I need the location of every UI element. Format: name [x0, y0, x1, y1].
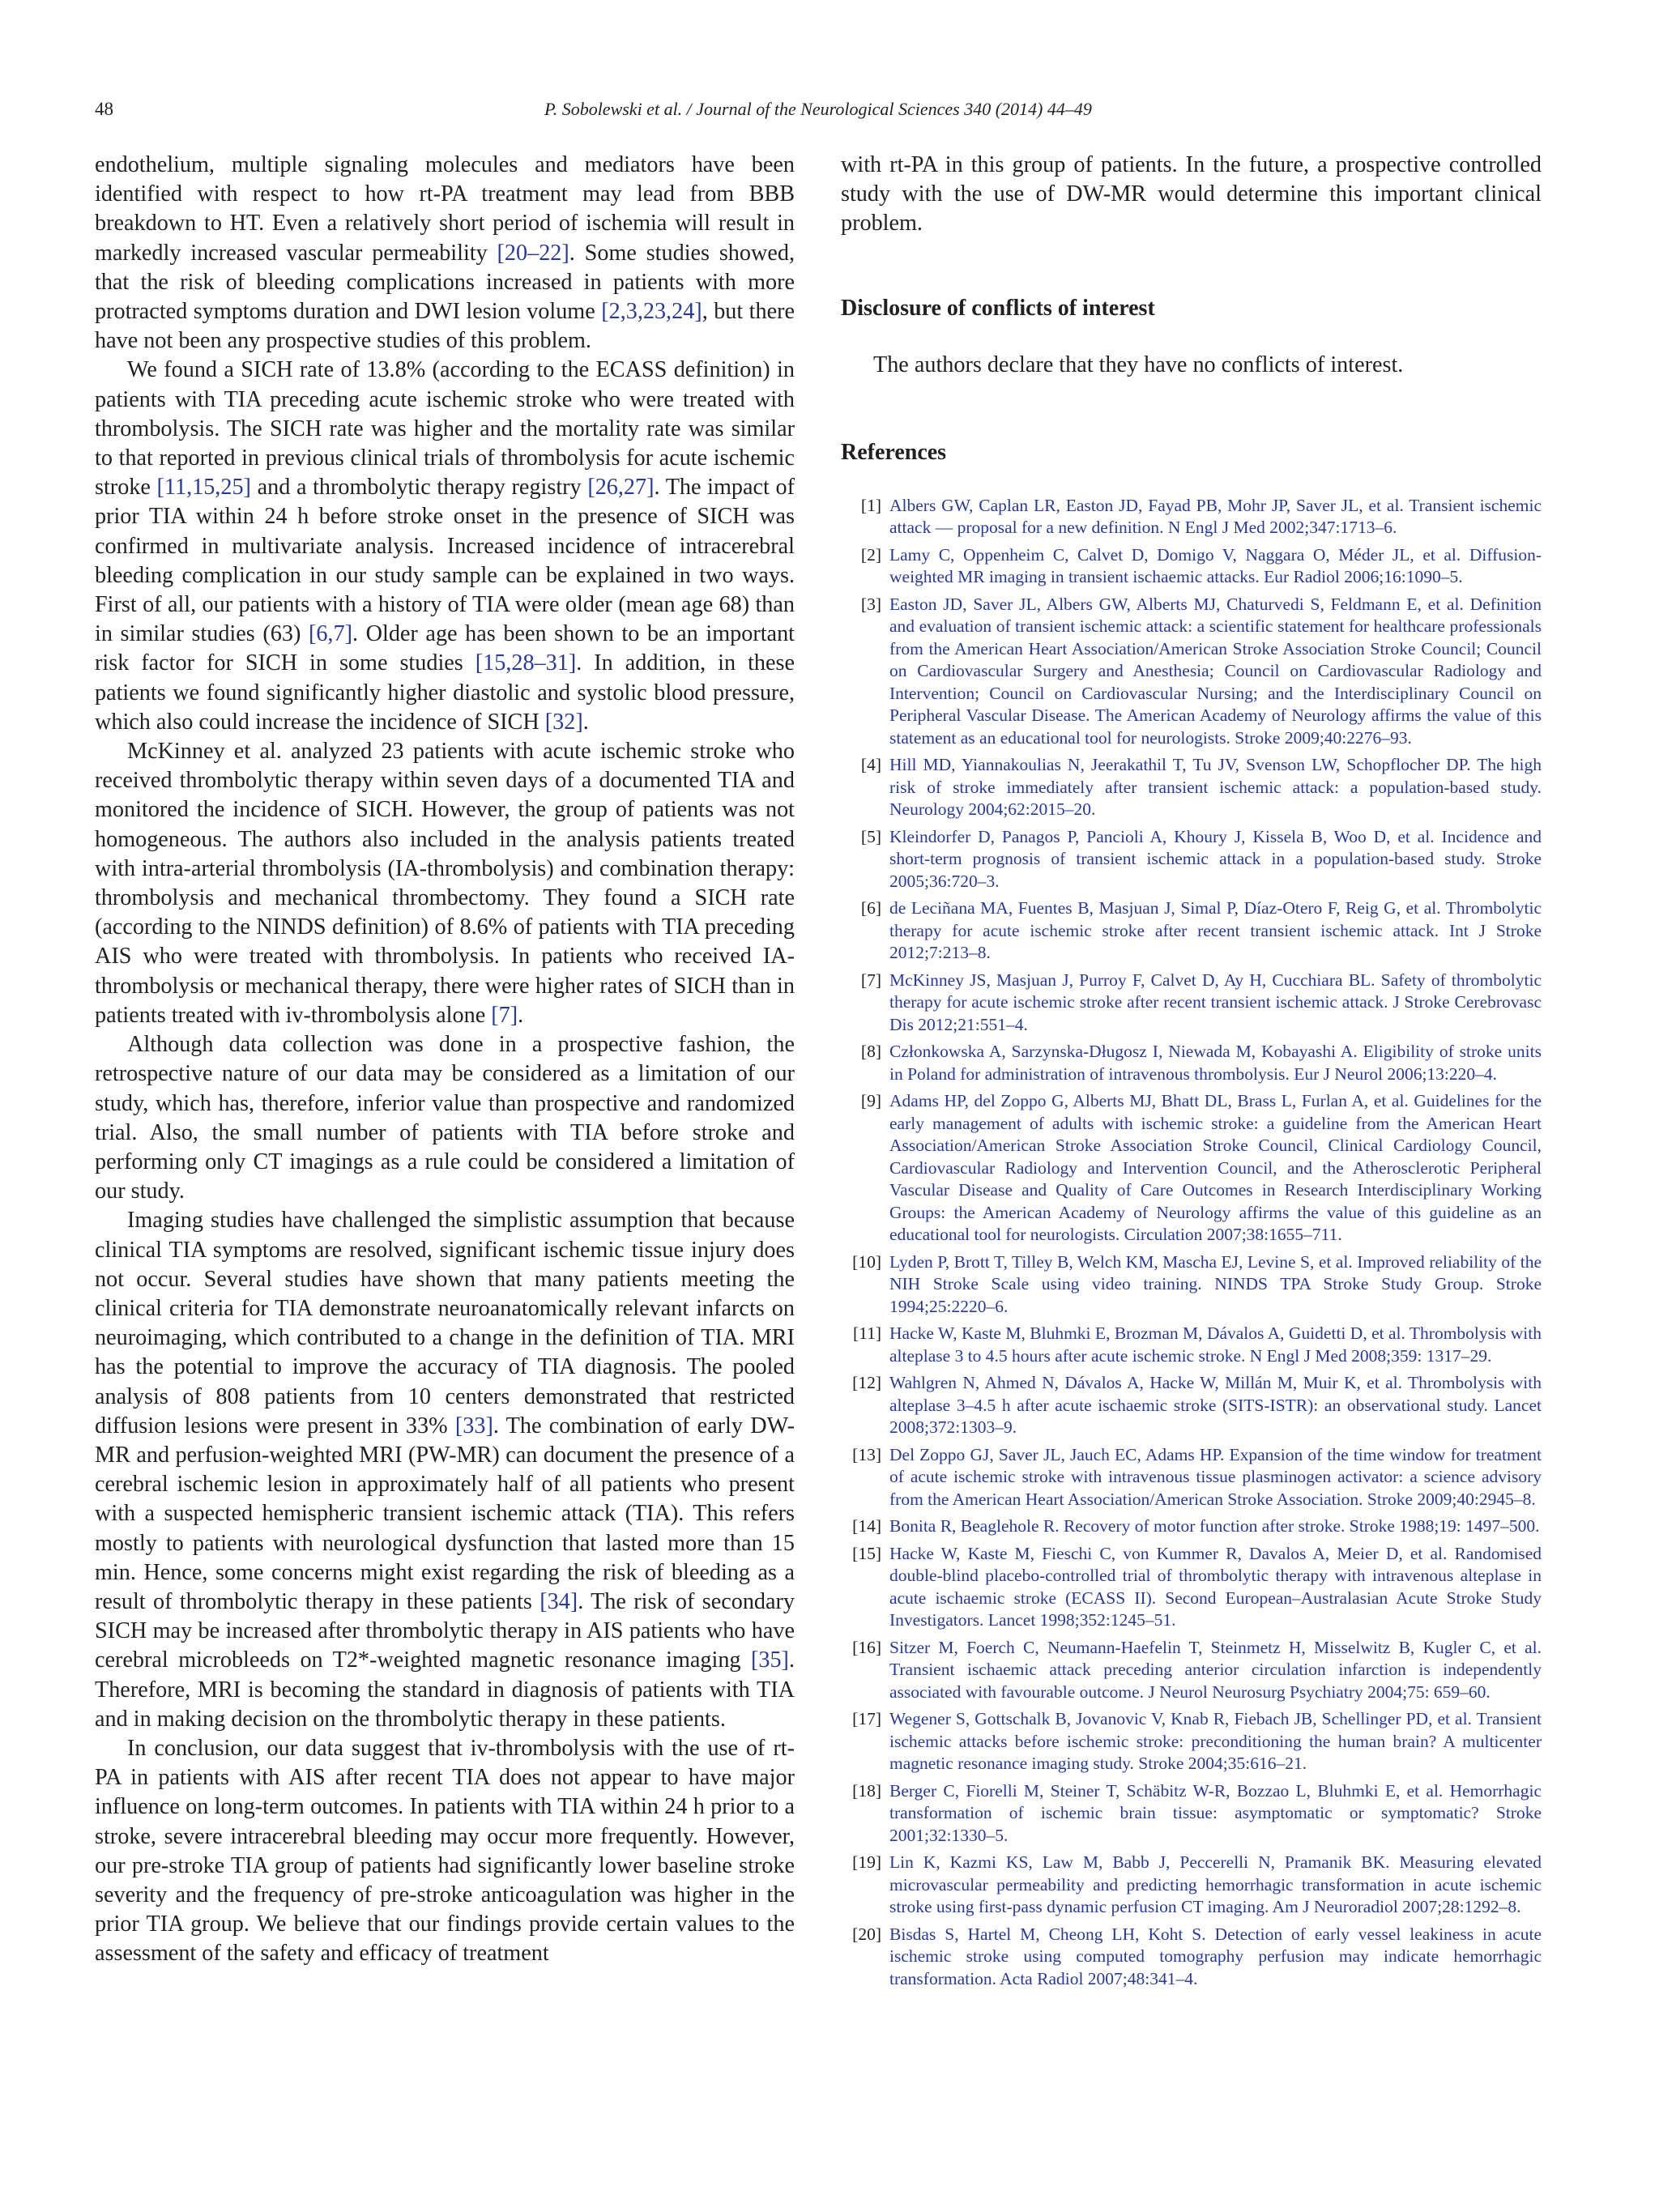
- reference-text[interactable]: Członkowska A, Sarzynska-Długosz I, Niewada M, Kobayashi A. Eligibility of stroke units in Poland for administration of intravenous thrombolysis. Eur J Neurol 2006;13:220–4.: [889, 1042, 1542, 1084]
- citation-link[interactable]: [2,3,23,24]: [601, 299, 702, 325]
- reference-item[interactable]: [841, 1041, 1542, 1085]
- citation-link[interactable]: [26,27]: [587, 475, 655, 501]
- reference-text[interactable]: Lin K, Kazmi KS, Law M, Babb J, Peccerelli N, Pramanik BK. Measuring elevated microvascular permeability and predicting hemorrhagic transformation in acute ischemic stroke using first-pass dynamic perfusion CT imaging. Am J Neuroradiol 2007;28:1292–8.: [889, 1852, 1542, 1917]
- citation-link[interactable]: [32]: [544, 709, 583, 735]
- paragraph: Although data collection was done in a prospective fashion, the retrospective nature of our data may be considered as a limitation of our study, which has, therefore, inferior value than prospective and randomized trial. Also, the small number of patients with TIA before stroke and performing only CT imagings as a rule could be considered a limitation of our study.: [95, 1032, 795, 1204]
- citation-link[interactable]: [7]: [491, 1002, 518, 1028]
- disclosure-text: The authors declare that they have no conflicts of interest.: [873, 352, 1404, 377]
- reference-item[interactable]: [841, 1515, 1542, 1538]
- reference-item[interactable]: [841, 1852, 1542, 1919]
- reference-item[interactable]: [841, 1708, 1542, 1775]
- reference-item[interactable]: [841, 1323, 1542, 1367]
- reference-item[interactable]: [841, 1780, 1542, 1848]
- reference-text[interactable]: Lamy C, Oppenheim C, Calvet D, Domigo V, Naggara O, Méder JL, et al. Diffusion-weighted MR imaging in transient ischaemic attacks. Eur Radiol 2006;16:1090–5.: [889, 544, 1542, 587]
- reference-number: [3]: [860, 594, 881, 614]
- reference-text[interactable]: Berger C, Fiorelli M, Steiner T, Schäbitz W-R, Bozzao L, Bluhmki E, et al. Hemorrhagic transformation of ischemic brain tissue: asymptomatic or symptomatic? Stroke 2001;32:1330–5.: [889, 1780, 1542, 1845]
- reference-number: [5]: [860, 826, 881, 846]
- reference-number: [14]: [852, 1516, 881, 1536]
- disclosure-heading: Disclosure of conflicts of interest: [841, 295, 1155, 321]
- reference-text[interactable]: Wahlgren N, Ahmed N, Dávalos A, Hacke W, Millán M, Muir K, et al. Thrombolysis with alteplase 3–4.5 h after acute ischaemic stroke (SITS-ISTR): an observational study. Lancet 2008;372:1303–9.: [889, 1373, 1542, 1438]
- reference-number: [16]: [852, 1637, 881, 1657]
- citation-link[interactable]: [33]: [454, 1413, 493, 1438]
- reference-text[interactable]: Hacke W, Kaste M, Bluhmki E, Brozman M, Dávalos A, Guidetti D, et al. Thrombolysis with alteplase 3 to 4.5 hours after acute ischemic stroke. N Engl J Med 2008;359: 1317–29.: [889, 1323, 1542, 1366]
- reference-number: [8]: [860, 1042, 881, 1062]
- reference-text[interactable]: de Leciñana MA, Fuentes B, Masjuan J, Simal P, Díaz-Otero F, Reig G, et al. Thrombolytic therapy for acute ischemic stroke after recent transient ischemic attack. Int J Stroke 2012;7:213–8.: [889, 898, 1542, 963]
- reference-number: [17]: [852, 1709, 881, 1729]
- reference-list: [841, 495, 1542, 1991]
- reference-text[interactable]: Wegener S, Gottschalk B, Jovanovic V, Knab R, Fiebach JB, Schellinger PD, et al. Transient ischemic attacks before ischemic stroke: preconditioning the human brain? A multicenter magnetic resonance imaging study. Stroke 2004;35:616–21.: [889, 1709, 1542, 1774]
- page-header: [95, 99, 1542, 126]
- reference-text[interactable]: Del Zoppo GJ, Saver JL, Jauch EC, Adams HP. Expansion of the time window for treatment of acute ischemic stroke with intravenous tissue plasminogen activator: a science advisory from the American Heart Association/American Stroke Association. Stroke 2009;40:2945–8.: [889, 1444, 1542, 1509]
- reference-number: [11]: [852, 1323, 881, 1344]
- reference-number: [15]: [852, 1543, 881, 1563]
- reference-item[interactable]: [841, 544, 1542, 589]
- reference-number: [20]: [852, 1924, 881, 1944]
- page-number: 48: [95, 99, 113, 119]
- reference-item[interactable]: [841, 754, 1542, 821]
- reference-number: [9]: [860, 1091, 881, 1111]
- reference-text[interactable]: Adams HP, del Zoppo G, Alberts MJ, Bhatt DL, Brass L, Furlan A, et al. Guidelines for the early management of adults with ischemic stroke: a guideline from the American Heart Association/American Stroke Association Stroke Council, Clinical Cardiology Council, Cardiovascular Radiology and Intervention Council, and the Atherosclerotic Peripheral Vascular Disease and Quality of Care Outcomes in Research Interdisciplinary Working Groups: the American Academy of Neurology affirms the value of this guideline as an educational tool for neurologists. Circulation 2007;38:1655–711.: [889, 1091, 1542, 1245]
- reference-text[interactable]: Lyden P, Brott T, Tilley B, Welch KM, Mascha EJ, Levine S, et al. Improved reliability of the NIH Stroke Scale using video training. NINDS TPA Stroke Study Group. Stroke 1994;25:2220–6.: [889, 1251, 1542, 1316]
- reference-number: [4]: [860, 755, 881, 775]
- reference-item[interactable]: [841, 1372, 1542, 1439]
- reference-text[interactable]: Easton JD, Saver JL, Albers GW, Alberts MJ, Chaturvedi S, Feldmann E, et al. Definition and evaluation of transient ischemic attack: a scientific statement for healthcare professionals from the American Heart Association/American Stroke Association Stroke Council; Council on Cardiovascular Surgery and Anesthesia; Council on Cardiovascular Radiology and Intervention; Council on Cardiovascular Nursing; and the Interdisciplinary Council on Peripheral Vascular Disease. The American Academy of Neurology affirms the value of this statement as an educational tool for neurologists. Stroke 2009;40:2276–93.: [889, 594, 1542, 748]
- reference-item[interactable]: [841, 1924, 1542, 1991]
- reference-text[interactable]: McKinney JS, Masjuan J, Purroy F, Calvet D, Ay H, Cucchiara BL. Safety of thrombolytic therapy for acute ischemic stroke after recent transient ischemic attack. J Stroke Cerebrovasc Dis 2012;21:551–4.: [889, 970, 1542, 1034]
- reference-item[interactable]: [841, 1090, 1542, 1247]
- reference-item[interactable]: [841, 826, 1542, 893]
- citation-link[interactable]: [15,28–31]: [475, 650, 577, 676]
- reference-item[interactable]: [841, 495, 1542, 539]
- reference-number: [2]: [860, 544, 881, 565]
- citation-link[interactable]: [20–22]: [497, 240, 569, 266]
- citation-link[interactable]: [6,7]: [308, 621, 352, 647]
- reference-text[interactable]: Hacke W, Kaste M, Fieschi C, von Kummer R, Davalos A, Meier D, et al. Randomised double-blind placebo-controlled trial of thrombolytic therapy with intravenous alteplase in acute ischaemic stroke (ECASS II). Second European–Australasian Acute Stroke Study Investigators. Lancet 1998;352:1245–51.: [889, 1543, 1542, 1630]
- reference-item[interactable]: [841, 594, 1542, 750]
- paragraph: Imaging studies have challenged the simplistic assumption that because clinical TIA symptoms are resolved, significant ischemic tissue injury does not occur. Several studies have shown that many patients meeting the clinical criteria for TIA demonstrate neuroanatomically relevant infarcts on neuroimaging, which contributed to a change in the definition of TIA. MRI has the potential to improve the accuracy of TIA diagnosis. The pooled analysis of 808 patients from 10 centers demonstrated that restricted diffusion lesions were present in 33% [33]. The combination of early DW-MR and perfusion-weighted MRI (PW-MR) can document the presence of a cerebral ischemic lesion in approximately half of all patients who present with a suspected hemispheric transient ischemic attack (TIA). This refers mostly to patients with neurological dysfunction that lasted more than 15 min. Hence, some concerns might exist regarding the risk of bleeding as a result of thrombolytic therapy in these patients [34]. The risk of secondary SICH may be increased after thrombolytic therapy in AIS patients who have cerebral microbleeds on T2*-weighted magnetic resonance imaging [35]. Therefore, MRI is becoming the standard in diagnosis of patients with TIA and in making decision on the thrombolytic therapy in these patients.: [95, 1208, 795, 1732]
- paragraph: endothelium, multiple signaling molecules and mediators have been identified with respect to how rt-PA treatment may lead from BBB breakdown to HT. Even a relatively short period of ischemia will result in markedly increased vascular permeability [20–22]. Some studies showed, that the risk of bleeding complications increased in patients with more protracted symptoms duration and DWI lesion volume [2,3,23,24], but there have not been any prospective studies of this problem.: [95, 152, 795, 354]
- reference-number: [7]: [860, 970, 881, 990]
- reference-number: [10]: [852, 1251, 881, 1272]
- reference-text[interactable]: Hill MD, Yiannakoulias N, Jeerakathil T, Tu JV, Svenson LW, Schopflocher DP. The high risk of stroke immediately after transient ischemic attack: a population-based study. Neurology 2004;62:2015–20.: [889, 755, 1542, 820]
- citation-link[interactable]: [35]: [750, 1647, 789, 1673]
- reference-text[interactable]: Bonita R, Beaglehole R. Recovery of motor function after stroke. Stroke 1988;19: 1497–500.: [889, 1516, 1540, 1536]
- reference-number: [12]: [852, 1373, 881, 1393]
- reference-number: [1]: [860, 495, 881, 515]
- reference-text[interactable]: Bisdas S, Hartel M, Cheong LH, Koht S. Detection of early vessel leakiness in acute ischemic stroke using computed tomography perfusion may indicate hemorrhagic transformation. Acta Radiol 2007;48:341–4.: [889, 1924, 1542, 1988]
- reference-item[interactable]: [841, 970, 1542, 1037]
- reference-number: [13]: [852, 1444, 881, 1464]
- reference-item[interactable]: [841, 1444, 1542, 1511]
- reference-text[interactable]: Sitzer M, Foerch C, Neumann-Haefelin T, Steinmetz H, Misselwitz B, Kugler C, et al. Transient ischaemic attack preceding anterior circulation infarction is independently associated with favourable outcome. J Neurol Neurosurg Psychiatry 2004;75: 659–60.: [889, 1637, 1542, 1702]
- paragraph: McKinney et al. analyzed 23 patients with acute ischemic stroke who received thrombolytic therapy within seven days of a documented TIA and monitored the incidence of SICH. However, the group of patients was not homogeneous. The authors also included in the analysis patients treated with intra-arterial thrombolysis (IA-thrombolysis) and combination therapy: thrombolysis and mechanical thrombectomy. They found a SICH rate (according to the NINDS definition) of 8.6% of patients with TIA preceding AIS who were treated with thrombolysis. In patients who received IA-thrombolysis or mechanical therapy, there were higher rates of SICH than in patients treated with iv-thrombolysis alone [7].: [95, 739, 795, 1028]
- reference-item[interactable]: [841, 897, 1542, 965]
- running-head: P. Sobolewski et al. / Journal of the Neurological Sciences 340 (2014) 44–49: [544, 99, 1092, 119]
- right-column: [841, 151, 1542, 1995]
- reference-number: [19]: [852, 1852, 881, 1873]
- reference-item[interactable]: [841, 1251, 1542, 1319]
- paragraph: with rt-PA in this group of patients. In the future, a prospective controlled study with the use of DW-MR would determine this important clinical problem.: [841, 152, 1542, 237]
- citation-link[interactable]: [34]: [539, 1588, 578, 1614]
- reference-item[interactable]: [841, 1543, 1542, 1632]
- citation-link[interactable]: [11,15,25]: [156, 475, 251, 501]
- reference-item[interactable]: [841, 1637, 1542, 1704]
- reference-number: [18]: [852, 1780, 881, 1801]
- left-column: [95, 151, 795, 1969]
- reference-text[interactable]: Kleindorfer D, Panagos P, Pancioli A, Khoury J, Kissela B, Woo D, et al. Incidence and short-term prognosis of transient ischemic attack in a population-based study. Stroke 2005;36:720–3.: [889, 826, 1542, 891]
- reference-text[interactable]: Albers GW, Caplan LR, Easton JD, Fayad PB, Mohr JP, Saver JL, et al. Transient ischemic attack — proposal for a new definition. N Engl J Med 2002;347:1713–6.: [889, 495, 1542, 538]
- references-heading: References: [841, 439, 947, 465]
- paragraph: In conclusion, our data suggest that iv-thrombolysis with the use of rt-PA in patients with AIS after recent TIA does not appear to have major influence on long-term outcomes. In patients with TIA within 24 h prior to a stroke, severe intracerebral bleeding may occur more frequently. However, our pre-stroke TIA group of patients had significantly lower baseline stroke severity and the frequency of pre-stroke anticoagulation was higher in the prior TIA group. We believe that our findings provide certain values to the assessment of the safety and efficacy of treatment: [95, 1735, 795, 1967]
- paragraph: We found a SICH rate of 13.8% (according to the ECASS definition) in patients with TIA preceding acute ischemic stroke who were treated with thrombolysis. The SICH rate was higher and the mortality rate was similar to that reported in previous clinical trials of thrombolysis for acute ischemic stroke [11,15,25] and a thrombolytic therapy registry [26,27]. The impact of prior TIA within 24 h before stroke onset in the presence of SICH was confirmed in multivariate analysis. Increased incidence of intracerebral bleeding complication in our study sample can be explained in two ways. First of all, our patients with a history of TIA were older (mean age 68) than in similar studies (63) [6,7]. Older age has been shown to be an important risk factor for SICH in some studies [15,28–31]. In addition, in these patients we found significantly higher diastolic and systolic blood pressure, which also could increase the incidence of SICH [32].: [95, 357, 795, 735]
- reference-number: [6]: [860, 898, 881, 918]
